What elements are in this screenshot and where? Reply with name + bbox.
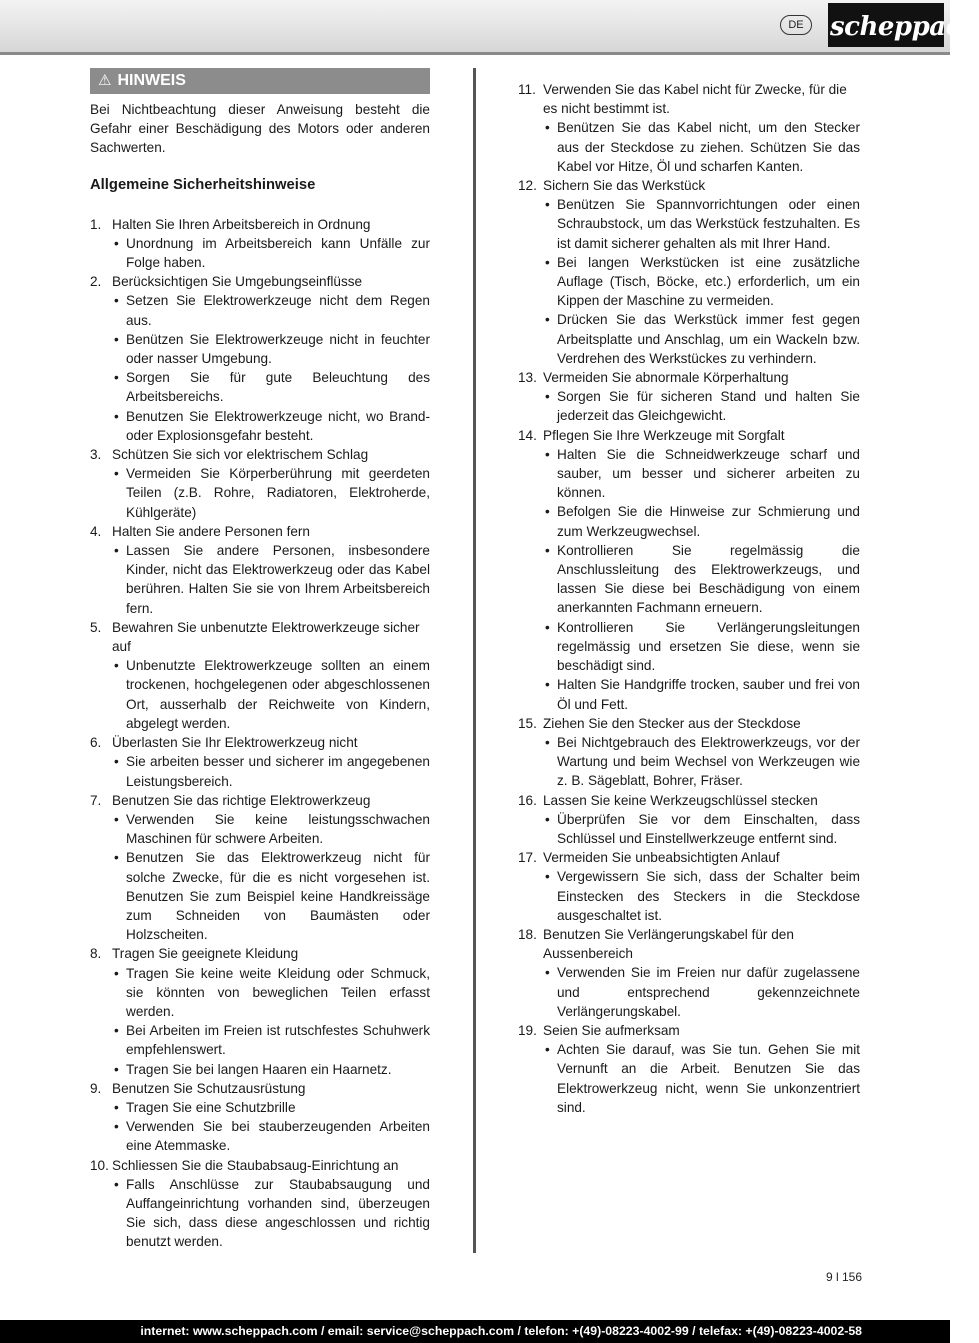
section-title: Allgemeine Sicherheitshinweise [90, 176, 316, 193]
bullet-item: • Verwenden Sie im Freien nur dafür zugelassene und entsprechend gekennzeichnete Verlängerungskabel. [543, 963, 860, 1021]
notice-title: HINWEIS [117, 72, 186, 89]
item-number: 9. [90, 1080, 102, 1096]
safety-item [518, 176, 860, 368]
item-title: Ziehen Sie den Stecker aus der Steckdose [543, 715, 801, 731]
bullet-item: • Bei langen Werkstücken ist eine zusätzliche Auflage (Tisch, Böcke, etc.) erforderlich, um ein Kippen der Maschine zu vermeiden. [543, 253, 860, 311]
safety-item [90, 522, 430, 618]
bullet-list [543, 733, 860, 791]
bullet-item: • Unbenutzte Elektrowerkzeuge sollten an einem trockenen, hochgelegenen oder abgeschlossenen Ort, ausserhalb der Reichweite von Kindern, abgelegt werden. [112, 656, 430, 733]
item-title: Schliessen Sie die Staubabsaug-Einrichtung an [112, 1157, 399, 1173]
page-header [0, 0, 979, 55]
bullet-item: • Benutzen Sie Elektrowerkzeuge nicht, wo Brand- oder Explosionsgefahr besteht. [112, 407, 430, 445]
item-number: 15. [518, 715, 537, 731]
safety-item [90, 272, 430, 445]
bullet-item: • Benützen Sie das Kabel nicht, um den Stecker aus der Steckdose zu ziehen. Schützen Sie das Kabel vor Hitze, Öl und scharfen Kanten. [543, 118, 860, 176]
item-title: Halten Sie andere Personen fern [112, 523, 310, 539]
safety-item [518, 80, 860, 176]
item-number: 10. [90, 1157, 109, 1173]
safety-list-right [518, 80, 860, 1117]
item-number: 7. [90, 792, 102, 808]
brand-logo [828, 3, 979, 47]
item-title: Verwenden Sie das Kabel nicht für Zwecke, für die es nicht bestimmt ist. [543, 82, 847, 117]
column-divider [473, 68, 476, 1253]
bullet-item: • Tragen Sie eine Schutzbrille [112, 1098, 430, 1117]
page-number: 9 l 156 [825, 1270, 862, 1284]
bullet-list [543, 195, 860, 368]
safety-item [90, 1079, 430, 1156]
item-number: 12. [518, 178, 537, 194]
item-number: 3. [90, 447, 102, 463]
item-number: 13. [518, 370, 537, 386]
bullet-item: • Halten Sie Handgriffe trocken, sauber und frei von Öl und Fett. [543, 675, 860, 713]
item-number: 2. [90, 274, 102, 290]
safety-item [518, 848, 860, 925]
item-title: Bewahren Sie unbenutzte Elektrowerkzeuge sicher auf [112, 619, 420, 655]
item-number: 18. [518, 926, 537, 942]
right-column [518, 80, 860, 1117]
bullet-item: • Befolgen Sie die Hinweise zur Schmierung und zum Werkzeugwechsel. [543, 502, 860, 540]
bullet-list [112, 1175, 430, 1252]
safety-item [90, 791, 430, 945]
item-number: 11. [518, 82, 536, 97]
bullet-list [112, 541, 430, 618]
item-number: 6. [90, 735, 102, 751]
item-number: 17. [518, 850, 537, 866]
bullet-item: • Benutzen Sie das Elektrowerkzeug nicht für solche Zwecke, für die es nicht vorgesehen ist. Benutzen Sie zum Beispiel keine Handkreissäge zum Schneiden von Baumästen oder Holzscheiten. [112, 848, 430, 944]
language-badge: DE [780, 15, 812, 35]
item-title: Pflegen Sie Ihre Werkzeuge mit Sorgfalt [543, 427, 785, 443]
safety-item [518, 368, 860, 426]
safety-item [518, 1021, 860, 1117]
warning-icon: ⚠ [98, 72, 112, 89]
bullet-list [543, 445, 860, 714]
item-number: 1. [90, 216, 102, 232]
item-title: Benutzen Sie das richtige Elektrowerkzeug [112, 792, 371, 808]
bullet-item: • Halten Sie die Schneidwerkzeuge scharf und sauber, um besser und sicherer arbeiten zu können. [543, 445, 860, 503]
bullet-item: • Tragen Sie keine weite Kleidung oder Schmuck, sie könnten von beweglichen Teilen erfasst werden. [112, 964, 430, 1022]
safety-item [518, 714, 860, 791]
item-title: Lassen Sie keine Werkzeugschlüssel stecken [543, 792, 818, 808]
item-title: Überlasten Sie Ihr Elektrowerkzeug nicht [112, 735, 358, 751]
safety-item [90, 445, 430, 522]
item-number: 19. [518, 1022, 537, 1038]
bullet-list [112, 464, 430, 522]
bullet-list [112, 656, 430, 733]
bullet-item: • Drücken Sie das Werkstück immer fest gegen Arbeitsplatte und Anschlag, um ein Wackeln bzw. Verdrehen des Werkstückes zu verhindern. [543, 310, 860, 368]
bullet-item: • Bei Arbeiten im Freien ist rutschfestes Schuhwerk empfehlenswert. [112, 1021, 430, 1059]
bullet-list [112, 1098, 430, 1156]
bullet-item: • Vermeiden Sie Körperberührung mit geerdeten Teilen (z.B. Rohre, Radiatoren, Elektroherde, Kühlgeräte) [112, 464, 430, 522]
bullet-list [543, 118, 860, 176]
item-number: 16. [518, 792, 537, 808]
safety-item [90, 1156, 430, 1252]
bullet-item: • Kontrollieren Sie regelmässig die Anschlussleitung des Elektrowerkzeugs, und lassen Sie diese bei Beschädigung von einem anerkannten Fachmann erneuern. [543, 541, 860, 618]
bullet-list [543, 810, 860, 848]
bullet-item: • Sie arbeiten besser und sicherer im angegebenen Leistungsbereich. [112, 752, 430, 790]
item-title: Benutzen Sie Verlängerungskabel für den Aussenbereich [543, 926, 794, 962]
bullet-list [543, 963, 860, 1021]
notice-text: Bei Nichtbeachtung dieser Anweisung besteht die Gefahr einer Beschädigung des Motors oder anderen Sachwerten. [90, 102, 430, 156]
left-column [90, 68, 430, 1252]
bullet-list [112, 291, 430, 445]
safety-item [90, 215, 430, 273]
bullet-list [112, 810, 430, 944]
bullet-item: • Sorgen Sie für gute Beleuchtung des Arbeitsbereichs. [112, 368, 430, 406]
notice-bar [90, 68, 430, 94]
item-number: 8. [90, 946, 102, 962]
bullet-list [543, 867, 860, 925]
item-title: Vermeiden Sie abnormale Körperhaltung [543, 370, 789, 386]
safety-item [90, 618, 430, 733]
item-title: Seien Sie aufmerksam [543, 1022, 680, 1038]
item-number: 5. [90, 619, 102, 635]
bullet-item: • Lassen Sie andere Personen, insbesondere Kinder, nicht das Elektrowerkzeug oder das Kabel berühren. Halten Sie sie von Ihrem Arbeitsbereich fern. [112, 541, 430, 618]
bullet-item: • Kontrollieren Sie Verlängerungsleitungen regelmässig und ersetzen Sie diese, wenn sie beschädigt sind. [543, 618, 860, 676]
safety-item [518, 426, 860, 714]
bullet-list [112, 234, 430, 272]
item-number: 4. [90, 523, 102, 539]
item-title: Tragen Sie geeignete Kleidung [112, 946, 299, 962]
bullet-item: • Benützen Sie Spannvorrichtungen oder einen Schraubstock, um das Werkstück festzuhalten. Es ist damit sicherer gehalten als mit Ihrer Hand. [543, 195, 860, 253]
bullet-item: • Unordnung im Arbeitsbereich kann Unfälle zur Folge haben. [112, 234, 430, 272]
item-title: Vermeiden Sie unbeabsichtigten Anlauf [543, 850, 780, 866]
item-title: Schützen Sie sich vor elektrischem Schlag [112, 447, 369, 463]
bullet-item: • Verwenden Sie keine leistungsschwachen Maschinen für schwere Arbeiten. [112, 810, 430, 848]
safety-item [518, 925, 860, 1021]
safety-list-left [90, 215, 430, 1252]
bullet-list [112, 752, 430, 790]
safety-item [90, 733, 430, 791]
bullet-item: • Falls Anschlüsse zur Staubabsaugung und Auffangeinrichtung vorhanden sind, überzeugen Sie sich, dass diese angeschlossen und richtig benutzt werden. [112, 1175, 430, 1252]
item-title: Benutzen Sie Schutzausrüstung [112, 1080, 306, 1096]
bullet-item: • Tragen Sie bei langen Haaren ein Haarnetz. [112, 1060, 430, 1079]
bullet-item: • Achten Sie darauf, was Sie tun. Gehen Sie mit Vernunft an die Arbeit. Benutzen Sie das Elektrowerkzeug nicht, wenn Sie unkonzentriert sind. [543, 1040, 860, 1117]
item-title: Berücksichtigen Sie Umgebungseinflüsse [112, 274, 363, 290]
brand-logo-text: scheppach [830, 12, 979, 42]
bullet-item: • Sorgen Sie für sicheren Stand und halten Sie jederzeit das Gleichgewicht. [543, 387, 860, 425]
bullet-list [112, 964, 430, 1079]
item-number: 14. [518, 427, 537, 443]
item-title: Sichern Sie das Werkstück [543, 178, 706, 194]
bullet-list [543, 387, 860, 425]
bullet-item: • Überprüfen Sie vor dem Einschalten, dass Schlüssel und Einstellwerkzeuge entfernt sind. [543, 810, 860, 848]
bullet-item: • Bei Nichtgebrauch des Elektrowerkzeugs, vor der Wartung und beim Wechsel von Werkzeugen wie z. B. Sägeblatt, Bohrer, Fräser. [543, 733, 860, 791]
bullet-item: • Vergewissern Sie sich, dass der Schalter beim Einstecken des Steckers in die Steckdose ausgeschaltet ist. [543, 867, 860, 925]
bullet-list [543, 1040, 860, 1117]
safety-item [90, 944, 430, 1078]
item-title: Halten Sie Ihren Arbeitsbereich in Ordnung [112, 216, 371, 232]
bullet-item: • Setzen Sie Elektrowerkzeuge nicht dem Regen aus. [112, 291, 430, 329]
bullet-item: • Verwenden Sie bei stauberzeugenden Arbeiten eine Atemmaske. [112, 1117, 430, 1155]
safety-item [518, 791, 860, 849]
bullet-item: • Benützen Sie Elektrowerkzeuge nicht in feuchter oder nasser Umgebung. [112, 330, 430, 368]
page-footer: internet: www.scheppach.com / email: service@scheppach.com / telefon: +(49)-08223-4002-99 / telefax: +(49)-08223-4002-58 [0, 1320, 950, 1343]
